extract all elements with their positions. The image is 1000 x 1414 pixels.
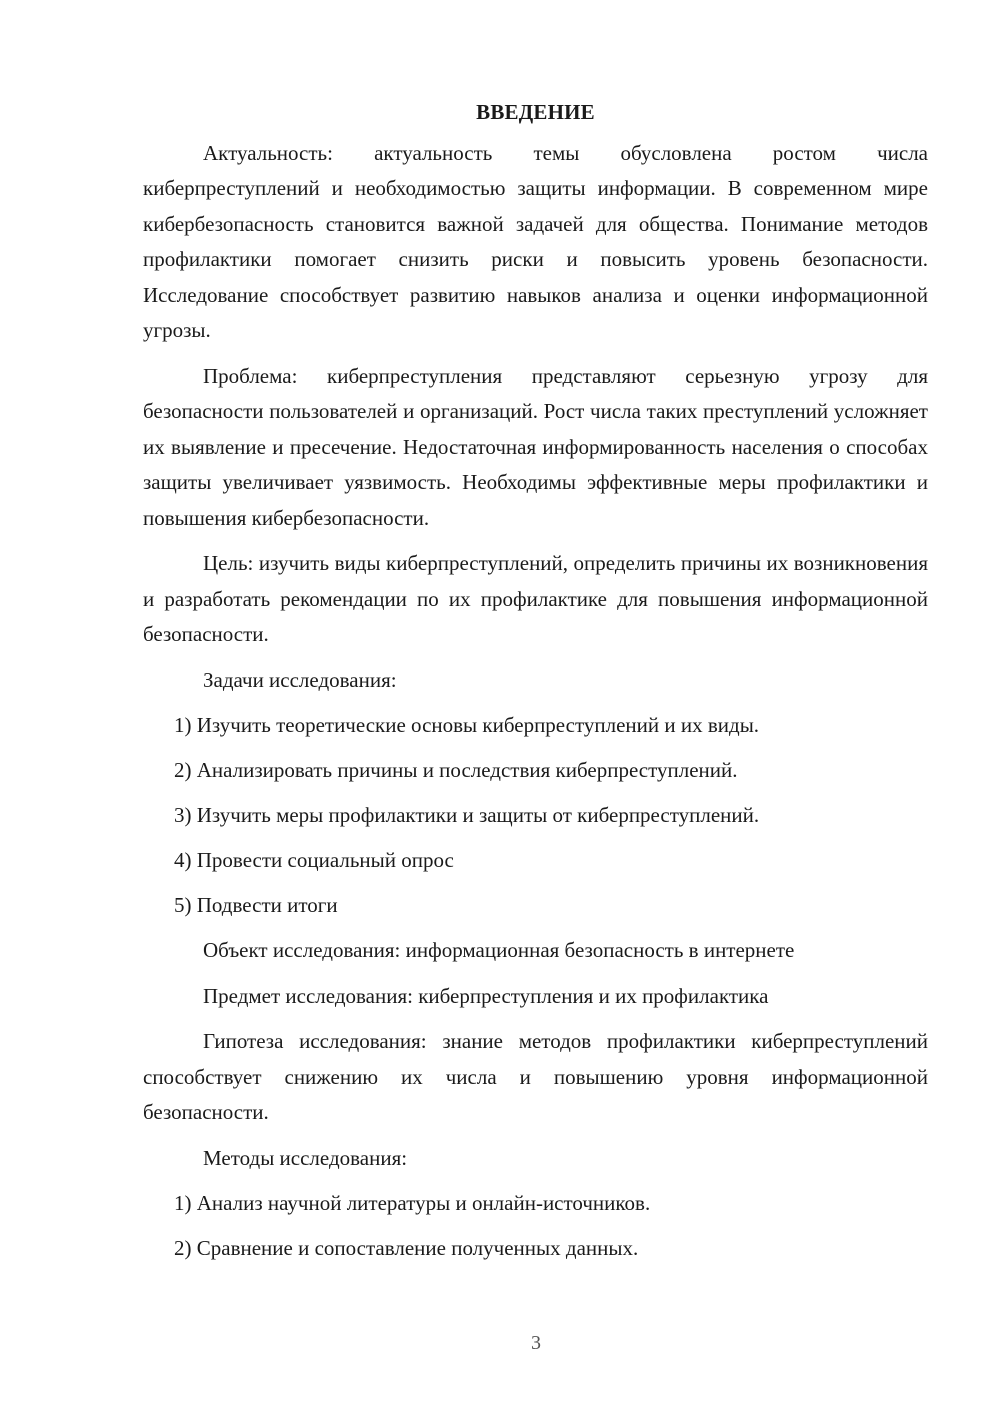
document-page: [143, 95, 928, 1276]
hypothesis-paragraph: Гипотеза исследования: знание методов профилактики киберпреступлений способствует снижению их числа и повышению уровня информационной безопасности.: [143, 1029, 928, 1124]
page-title: ВВЕДЕНИЕ: [476, 100, 595, 124]
method-item-2: 2) Сравнение и сопоставление полученных данных.: [174, 1236, 639, 1260]
tasks-heading: Задачи исследования:: [203, 667, 397, 692]
task-item-3: 3) Изучить меры профилактики и защиты от киберпреступлений.: [174, 803, 760, 827]
problem-paragraph: Проблема: киберпреступления представляют серьезную угрозу для безопасности пользователей и организаций. Рост числа таких преступлений усложняет их выявление и пресечение. Недостаточная информированность населения о способах защиты увеличивает уязвимость. Необходимы эффективные меры профилактики и повышения кибербезопасности.: [143, 363, 928, 530]
task-item-1: 1) Изучить теоретические основы киберпреступлений и их виды.: [174, 713, 760, 737]
methods-heading: Методы исследования:: [203, 1145, 408, 1170]
method-item-1: 1) Анализ научной литературы и онлайн-источников.: [174, 1191, 651, 1215]
research-object: Объект исследования: информационная безопасность в интернете: [203, 938, 795, 962]
research-subject: Предмет исследования: киберпреступления и их профилактика: [203, 983, 769, 1008]
goal-paragraph: Цель: изучить виды киберпреступлений, определить причины их возникновения и разработать рекомендации по их профилактике для повышения информационной безопасности.: [143, 551, 928, 646]
relevance-paragraph: Актуальность: актуальность темы обусловлена ростом числа киберпреступлений и необходимостью защиты информации. В современном мире кибербезопасность становится важной задачей для общества. Понимание методов профилактики помогает снизить риски и повысить уровень безопасности. Исследование способствует развитию навыков анализа и оценки информационной угрозы.: [143, 140, 928, 342]
task-item-2: 2) Анализировать причины и последствия киберпреступлений.: [174, 758, 738, 782]
task-item-4: 4) Провести социальный опрос: [174, 848, 454, 872]
task-item-5: 5) Подвести итоги: [174, 893, 338, 917]
page-number: 3: [531, 1332, 541, 1354]
